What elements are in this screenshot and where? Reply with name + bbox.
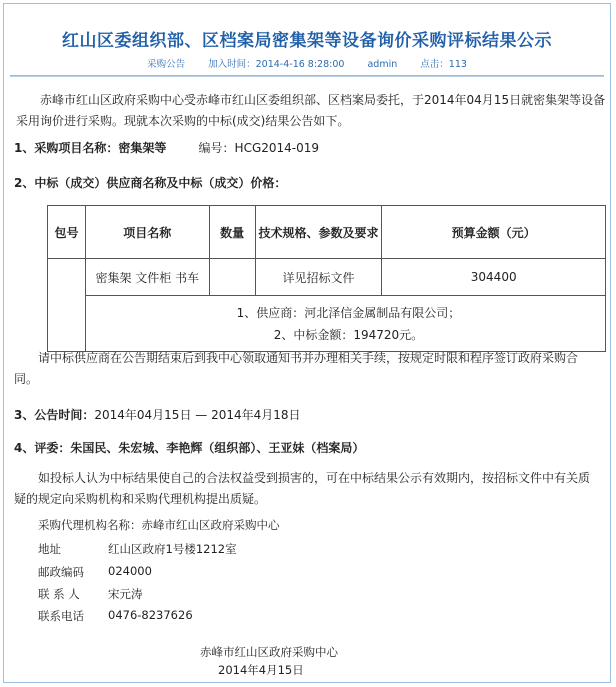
winner-supplier: 1、供应商：河北泽信金属制品有限公司；: [236, 305, 461, 320]
notice-paragraph: [14, 348, 578, 390]
phone-label: 联系电话: [38, 609, 84, 623]
header-package: 包号: [48, 206, 86, 259]
address-label: 地址: [38, 542, 61, 556]
header-item-name: 项目名称: [85, 206, 209, 259]
section-2: 2、中标（成交）供应商名称及中标（成交）价格：: [14, 176, 287, 190]
meta-category[interactable]: 采购公告: [147, 59, 186, 70]
meta-author: admin: [367, 59, 398, 70]
winner-amount: 2、中标金额：194720元。: [273, 327, 424, 342]
address-value: 红山区政府1号楼1212室: [108, 542, 237, 556]
notice-line: 请中标供应商在公告期结束后到我中心领取通知书并办理相关手续，按规定时限和程序签订政府采购合: [14, 351, 579, 365]
article-meta: [4, 56, 610, 74]
meta-hits: 点击：113: [420, 59, 467, 70]
objection-line: 如投标人认为中标结果使自己的合法权益受到损害的，可在中标结果公示有效期内，按招标文件中有关质: [14, 471, 591, 485]
intro-line: 采用询价进行采购。现就本次采购的中标(成交)结果公告如下。: [16, 114, 350, 128]
objection-paragraph: [14, 468, 590, 510]
section-1-label: 1、采购项目名称：密集架等: [14, 141, 167, 155]
agency-name: 采购代理机构名称：赤峰市红山区政府采购中心: [38, 518, 280, 532]
result-table: [47, 205, 606, 352]
table-header-row: [48, 206, 606, 259]
zip-label: 邮政编码: [38, 565, 84, 579]
cell-winner: [85, 296, 605, 352]
header-spec: 技术规格、参数及要求: [255, 206, 382, 259]
project-code: 编号：HCG2014-019: [198, 141, 320, 155]
signature-org: 赤峰市红山区政府采购中心: [200, 645, 338, 659]
objection-line: 疑的规定向采购机构和采购代理机构提出质疑。: [14, 492, 267, 506]
cell-package: [48, 259, 86, 352]
section-4: 4、评委：朱国民、朱宏城、李艳辉（组织部）、王亚妹（档案局）: [14, 441, 365, 455]
notice-line: 同。: [14, 372, 39, 386]
intro-paragraph: [16, 90, 605, 132]
title-divider: [10, 75, 604, 77]
contact-person-label: 联 系 人: [38, 587, 80, 601]
header-quantity: 数量: [209, 206, 255, 259]
section-1: [14, 139, 319, 156]
announce-period: 2014年04月15日 — 2014年4月18日: [94, 408, 301, 422]
table-row: [48, 259, 606, 296]
cell-item-name: 密集架 文件柜 书车: [85, 259, 209, 296]
header-budget: 预算金额（元）: [382, 206, 606, 259]
zip-value: 024000: [108, 564, 152, 578]
phone-value: 0476-8237626: [108, 608, 193, 622]
article-title: 红山区委组织部、区档案局密集架等设备询价采购评标结果公示: [62, 31, 552, 51]
cell-budget: 304400: [382, 259, 606, 296]
signature-date: 2014年4月15日: [218, 663, 304, 677]
intro-line: 赤峰市红山区政府采购中心受赤峰市红山区委组织部、区档案局委托，于2014年04月15日就密集架等设备: [16, 93, 606, 107]
section-3: [14, 406, 301, 423]
cell-quantity: [209, 259, 255, 296]
cell-spec: 详见招标文件: [255, 259, 382, 296]
contact-person-value: 宋元涛: [108, 587, 143, 601]
article-frame: [3, 3, 611, 683]
meta-date: 加入时间：2014-4-16 8:28:00: [208, 59, 345, 70]
table-row-winner: [48, 296, 606, 352]
section-3-label: 3、公告时间：: [14, 408, 95, 422]
